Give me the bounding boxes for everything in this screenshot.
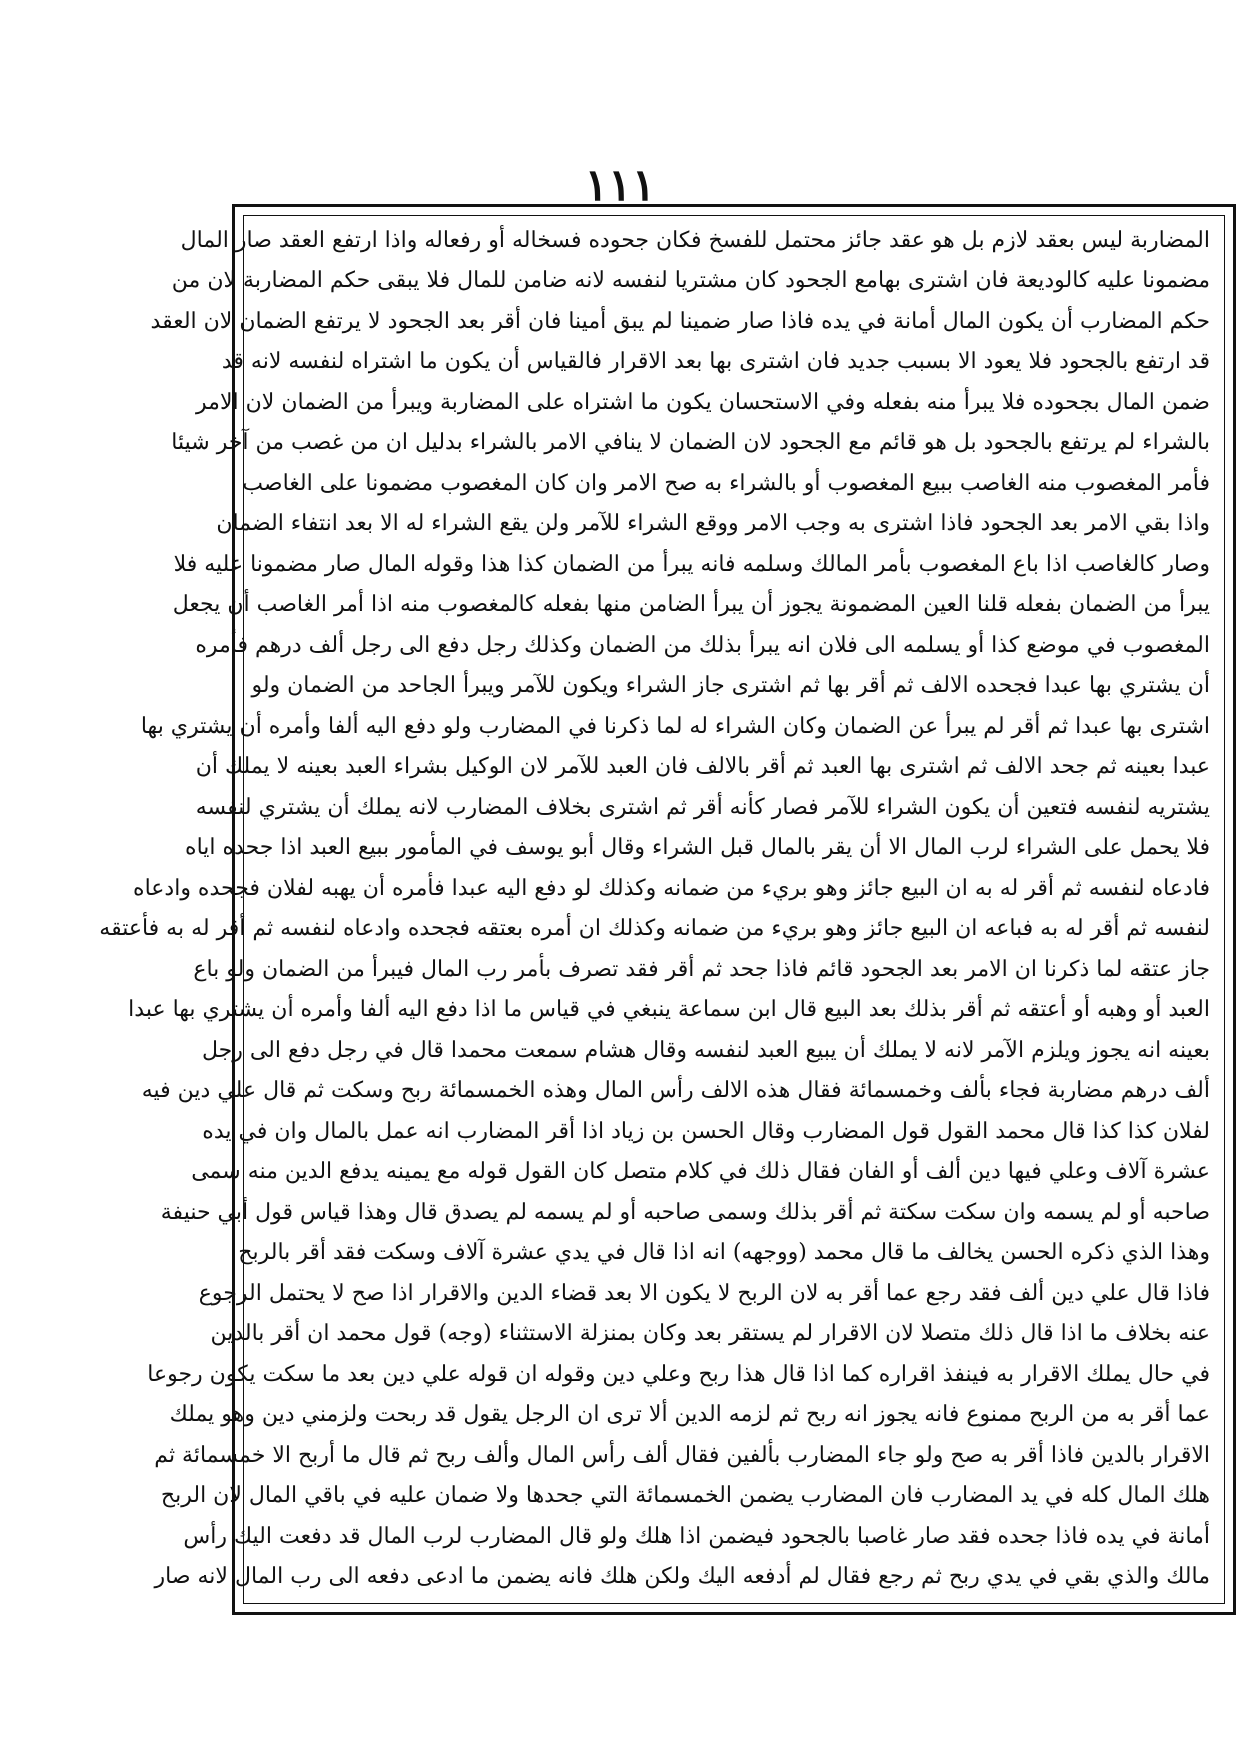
text-line: ضمن المال بجحوده فلا يبرأ منه بفعله وفي الاستحسان يكون ما اشتراه على المضاربة ويبرأ من الضمان لان الامر: [196, 389, 1210, 415]
text-line: فاذا قال علي دين ألف فقد رجع عما أقر به لان الربح لا يكون الا بعد قضاء الدين والاقرار اذا صح لا يحتمل الرجوع: [198, 1280, 1210, 1306]
page-border: [99, 204, 1236, 1615]
text-line: فادعاه لنفسه ثم أقر له به ان البيع جائز وهو بريء من ضمانه وكذلك لو دفع اليه عبدا فأمره أن يهبه لفلان فجحده وادعاه: [133, 875, 1210, 901]
inner-border: [99, 215, 1225, 1604]
text-line: لفلان كذا كذا قال محمد القول قول المضارب وقال الحسن بن زياد اذا أقر المضارب انه عمل بالمال وان في يده: [202, 1118, 1210, 1144]
text-line: الاقرار بالدين فاذا أقر به صح ولو جاء المضارب بألفين فقال ألف رأس المال وألف ربح ثم قال ما أربح الا خمسمائة ثم: [154, 1442, 1210, 1468]
text-line: وهذا الذي ذكره الحسن يخالف ما قال محمد (ووجهه) انه اذا قال في يدي عشرة آلاف وسكت فقد أقر بالربح: [238, 1240, 1210, 1266]
text-line: وصار كالغاصب اذا باع المغصوب بأمر المالك وسلمه فانه يبرأ من الضمان كذا هذا وقوله المال صار مضمونا عليه فلا: [173, 551, 1210, 577]
text-line: العبد أو وهبه أو أعتقه ثم أقر بذلك بعد البيع قال ابن سماعة ينبغي في قياس ما اذا دفع اليه ألفا وأمره أن يشتري بها عبدا: [128, 997, 1210, 1023]
text-line: المضاربة ليس بعقد لازم بل هو عقد جائز محتمل للفسخ فكان جحوده فسخاله أو رفعاله واذا ارتفع العقد صار المال: [180, 228, 1210, 253]
text-line: في حال يملك الاقرار به فينفذ اقراره كما اذا قال هذا ربح وعلي دين وقوله ان قوله علي دين بعد ما سكت يكون رجوعا: [147, 1361, 1210, 1387]
text-line: يبرأ من الضمان بفعله قلنا العين المضمونة يجوز أن يبرأ الضامن منها بفعله كالمغصوب منه اذا أمر الغاصب أن يجعل: [172, 592, 1210, 618]
text-line: فأمر المغصوب منه الغاصب ببيع المغصوب أو بالشراء به صح الامر وان كان المغصوب مضمونا على الغاصب: [242, 470, 1210, 496]
page-number: ١١١: [584, 160, 656, 211]
text-line: أن يشتري بها عبدا فجحده الالف ثم أقر بها ثم اشترى جاز الشراء ويكون للآمر ويبرأ الجاحد من الضمان ولو: [251, 673, 1210, 699]
text-line: عنه بخلاف ما اذا قال ذلك متصلا لان الاقرار لم يستقر بعد وكان بمنزلة الاستثناء (وجه) قول محمد ان أقر بالدين: [210, 1321, 1210, 1347]
text-line: عبدا بعينه ثم جحد الالف ثم اشترى بها العبد ثم أقر بالالف فان العبد للآمر لان الوكيل بشراء العبد بعينه لا يملك أن: [195, 754, 1210, 780]
text-line: مالك والذي بقي في يدي ربح ثم رجع فقال لم أدفعه اليك ولكن هلك فانه يضمن ما ادعى دفعه الى رب المال لانه صار: [154, 1563, 1210, 1589]
text-line: صاحبه أو لم يسمه وان سكت سكتة ثم أقر بذلك وسمى صاحبه أو لم يسمه لم يصدق قال وهذا قياس قول أبي حنيفة: [160, 1199, 1210, 1225]
text-line: عما أقر به من الربح ممنوع فانه يجوز انه ربح ثم لزمه الدين ألا ترى ان الرجل يقول قد ربحت ولزمني دين وهو يملك: [169, 1402, 1210, 1428]
text-line: المغصوب في موضع كذا أو يسلمه الى فلان انه يبرأ بذلك من الضمان وكذلك رجل دفع الى رجل ألف درهم فأمره: [195, 632, 1210, 658]
text-line: يشتريه لنفسه فتعين أن يكون الشراء للآمر فصار كأنه أقر ثم اشترى بخلاف المضارب لانه يملك أن يشتري لنفسه: [195, 794, 1210, 820]
text-line: قد ارتفع بالجحود فلا يعود الا بسبب جديد فان اشترى بها بعد الاقرار فالقياس أن يكون ما اشتراه لنفسه لانه قد: [221, 349, 1210, 375]
text-line: جاز عتقه لما ذكرنا ان الامر بعد الجحود قائم فاذا جحد ثم أقر فقد تصرف بأمر رب المال فيبرأ من الضمان ولو باع: [193, 956, 1210, 982]
text-line: بالشراء لم يرتفع بالجحود بل هو قائم مع الجحود لان الضمان لا ينافي الامر بالشراء بدليل ان من غصب من آخر شيئا: [171, 430, 1210, 456]
text-line: لنفسه ثم أقر له به فباعه ان البيع جائز وهو بريء من ضمانه وكذلك ان أمره بعتقه فجحده وادعاه لنفسه ثم أقر له به فأعتقه: [99, 916, 1210, 942]
text-line: واذا بقي الامر بعد الجحود فاذا اشترى به وجب الامر ووقع الشراء للآمر ولن يقع الشراء له الا بعد انتفاء الضمان: [216, 511, 1210, 537]
text-line: حكم المضارب أن يكون المال أمانة في يده فاذا صار ضمينا لم يبق أمينا فان أقر بعد الجحود لا يرتفع الضمان لان العقد: [150, 308, 1210, 334]
text-line: مضمونا عليه كالوديعة فان اشترى بهامع الجحود كان مشتريا لنفسه لانه ضامن للمال فلا يبقى حكم المضاربة لان من: [171, 268, 1210, 294]
main-text: [99, 224, 1210, 1593]
text-line: هلك المال كله في يد المضارب فان المضارب يضمن الخمسمائة التي جحدها ولا ضمان عليه في باقي المال لان الربح: [160, 1483, 1210, 1509]
text-line: بعينه انه يجوز ويلزم الآمر لانه لا يملك أن يبيع العبد لنفسه وقال هشام سمعت محمدا قال في رجل دفع الى رجل: [201, 1037, 1210, 1063]
text-line: أمانة في يده فاذا جحده فقد صار غاصبا بالجحود فيضمن اذا هلك ولو قال المضارب لرب المال قد دفعت اليك رأس: [183, 1523, 1210, 1549]
text-line: عشرة آلاف وعلي فيها دين ألف أو الفان فقال ذلك في كلام متصل كان القول قوله مع يمينه يدفع الدين منه سمى: [191, 1159, 1210, 1185]
text-line: ألف درهم مضاربة فجاء بألف وخمسمائة فقال هذه الالف رأس المال وهذه الخمسمائة ربح وسكت ثم قال علي دين فيه: [141, 1078, 1210, 1104]
text-line: اشترى بها عبدا ثم أقر لم يبرأ عن الضمان وكان الشراء له لما ذكرنا في المضارب ولو دفع اليه ألفا وأمره أن يشتري بها: [140, 713, 1210, 739]
text-line: فلا يحمل على الشراء لرب المال الا أن يقر بالمال قبل الشراء وقال أبو يوسف في المأمور ببيع العبد اذا جحده اياه: [185, 835, 1210, 861]
